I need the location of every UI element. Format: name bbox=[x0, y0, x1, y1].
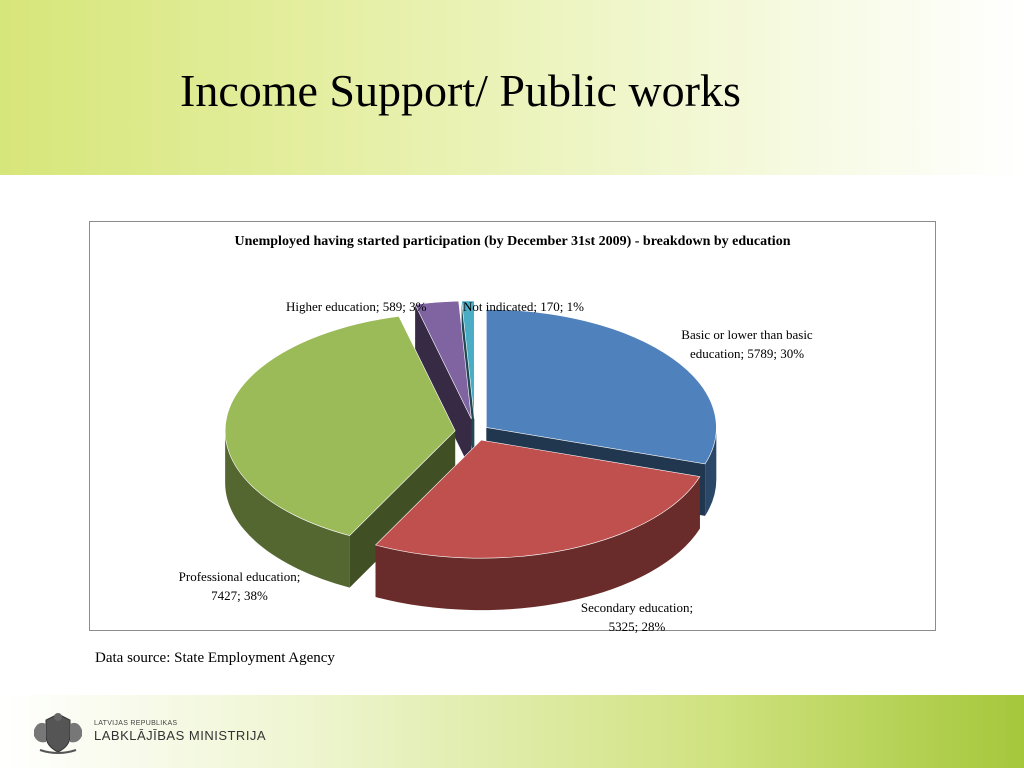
label-not-indicated: Not indicated; 170; 1% bbox=[463, 299, 584, 314]
label-higher: Higher education; 589; 3% bbox=[286, 299, 427, 314]
coat-of-arms-icon bbox=[30, 710, 86, 756]
logo-small-text: LATVIJAS REPUBLIKAS bbox=[94, 720, 178, 727]
chart-frame bbox=[89, 221, 936, 634]
chart-title: Unemployed having started participation (by December 31st 2009) - breakdown by education bbox=[234, 234, 791, 249]
data-source-note: Data source: State Employment Agency bbox=[95, 650, 335, 666]
label-secondary: Secondary education; 5325; 28% bbox=[580, 600, 694, 634]
label-basic: Basic or lower than basic education; 5789; 30% bbox=[681, 327, 813, 361]
logo-main-text: LABKLĀJĪBAS MINISTRIJA bbox=[94, 728, 267, 743]
slide-title: Income Support/ Public works bbox=[180, 65, 741, 116]
label-professional: Professional education; 7427; 38% bbox=[178, 569, 301, 603]
ministry-logo bbox=[30, 710, 280, 756]
